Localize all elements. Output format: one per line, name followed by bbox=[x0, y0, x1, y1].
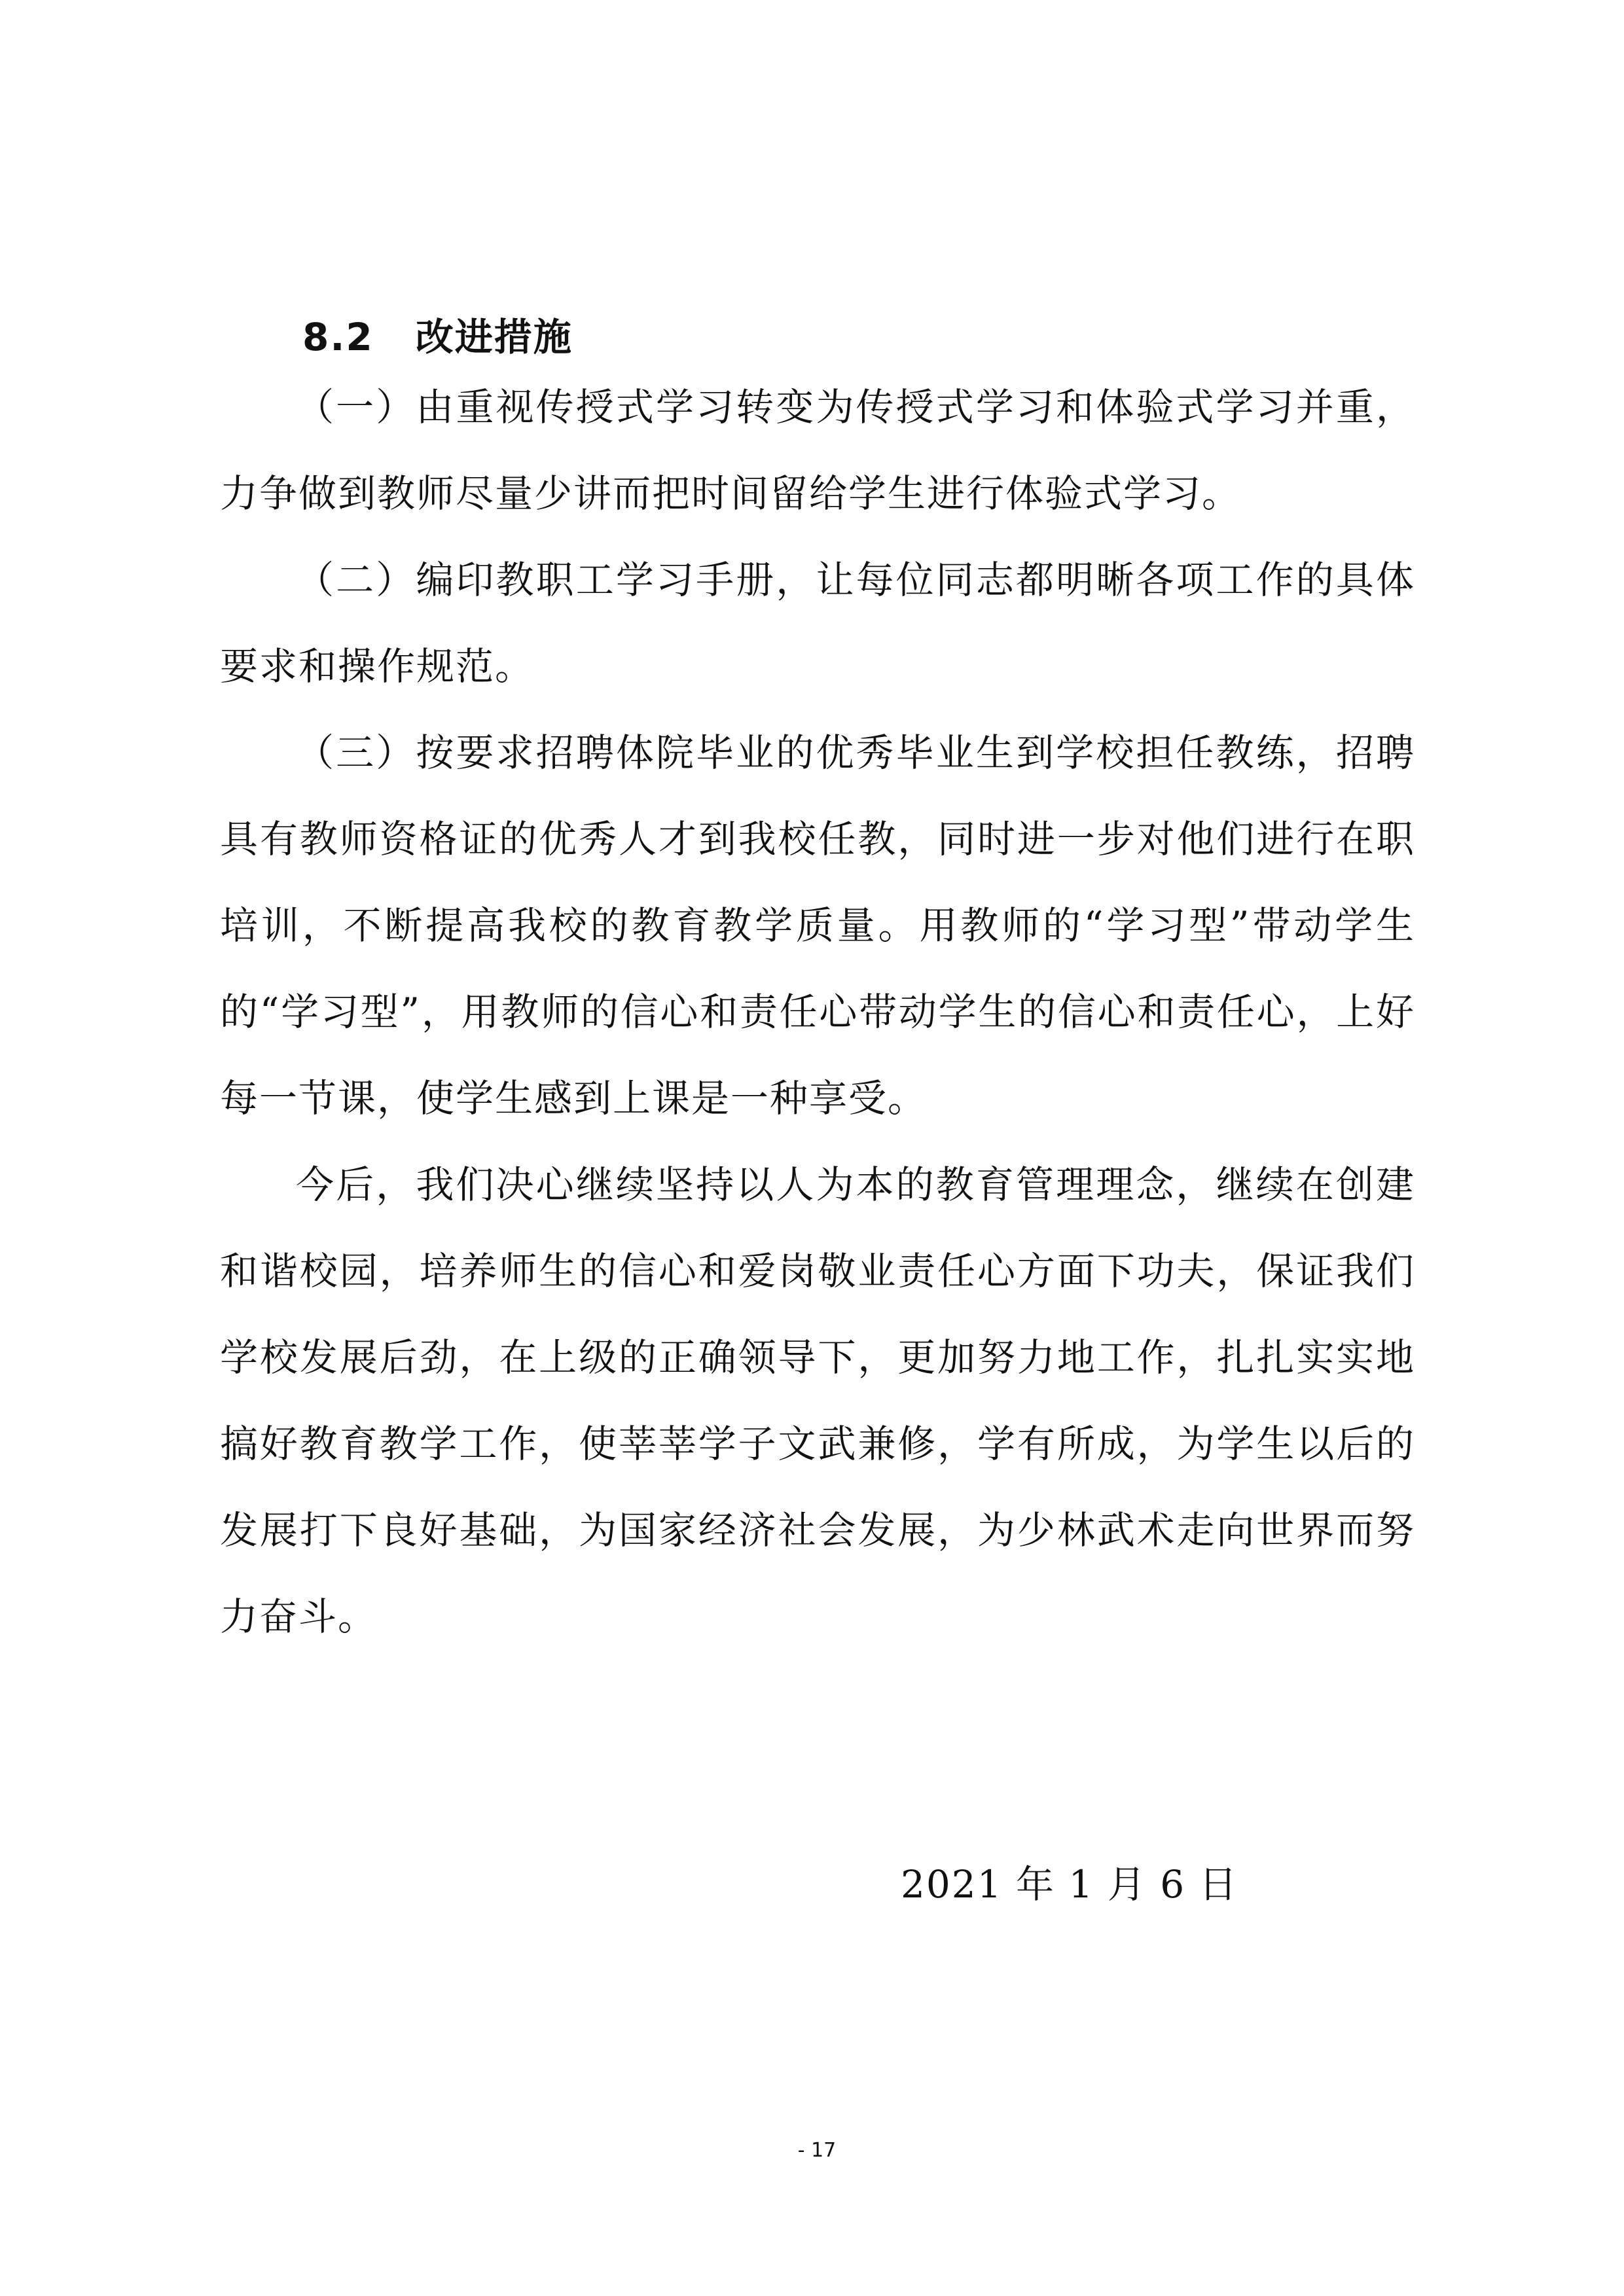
paragraph-measure-1: （一）由重视传授式学习转变为传授式学习和体验式学习并重，力争做到教师尽量少讲而把时间留给学生进行体验式学习。 bbox=[220, 385, 1415, 516]
section-heading bbox=[302, 306, 573, 361]
body-text bbox=[220, 364, 1415, 1660]
document-date: 2021 年 1 月 6 日 bbox=[901, 1862, 1238, 1907]
page-number: - 17 bbox=[797, 2139, 837, 2162]
paragraph-measure-2: （二）编印教职工学习手册，让每位同志都明晰各项工作的具体要求和操作规范。 bbox=[220, 558, 1415, 689]
section-title: 改进措施 bbox=[415, 315, 573, 359]
section-number: 8.2 bbox=[302, 315, 374, 359]
paragraph-conclusion: 今后，我们决心继续坚持以人为本的教育管理理念，继续在创建和谐校园，培养师生的信心和爱岗敬业责任心方面下功夫，保证我们学校发展后劲，在上级的正确领导下，更加努力地工作，扎扎实实地搞好教育教学工作，使莘莘学子文武兼修，学有所成，为学生以后的发展打下良好基础，为国家经济社会发展，为少林武术走向世界而努力奋斗。 bbox=[220, 1162, 1415, 1639]
paragraph-measure-3: （三）按要求招聘体院毕业的优秀毕业生到学校担任教练，招聘具有教师资格证的优秀人才到我校任教，同时进一步对他们进行在职培训，不断提高我校的教育教学质量。用教师的“学习型”带动学生的“学习型”，用教师的信心和责任心带动学生的信心和责任心，上好每一节课，使学生感到上课是一种享受。 bbox=[220, 730, 1415, 1121]
